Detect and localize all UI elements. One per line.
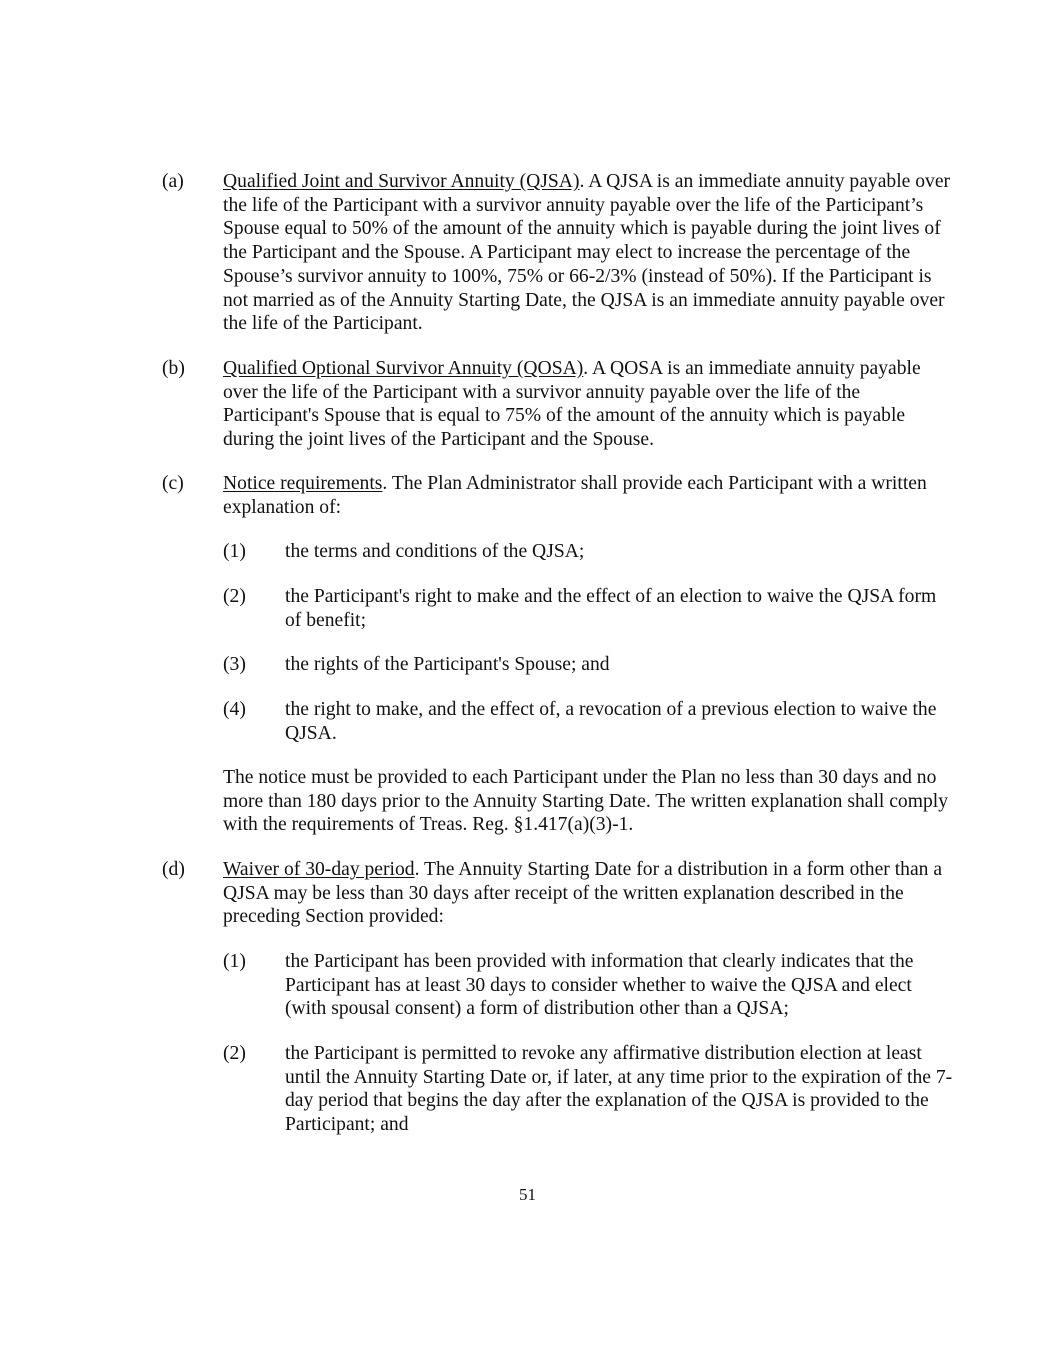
section-b-text: . A QOSA is an immediate annuity payable over the life of the Participant with a survivor annuity payable over the life of the Participant's Spouse that is equal to 75% of the amount of the annuity which is payable during the joint lives of the Participant and the Spouse. [223,358,921,451]
section-d-heading: Waiver of 30-day period [223,859,415,880]
section-d-label: (d) [162,859,185,880]
section-d-item-1-text: the Participant has been provided with information that clearly indicates that the Participant has at least 30 days to consider whether to waive the QJSA and elect (with spousal consent) a form of distribution other than a QJSA; [285,951,914,1020]
section-d-body [223,858,958,929]
section-c-item-4-label: (4) [223,699,246,720]
page-number: 51 [519,1185,536,1204]
section-a-text: . A QJSA is an immediate annuity payable over the life of the Participant with a survivor annuity payable over the life of the Participant’s Spouse equal to 50% of the amount of the annuity which is payable during the joint lives of the Participant and the Spouse. A Participant may elect to increase the percentage of the Spouse’s survivor annuity to 100%, 75% or 66-2/3% (instead of 50%). If the Participant is not married as of the Annuity Starting Date, the QJSA is an immediate annuity payable over the life of the Participant. [223,171,951,335]
section-b-heading: Qualified Optional Survivor Annuity (QOSA) [223,358,584,379]
section-d-item-1-label: (1) [223,951,246,972]
section-c-body [223,472,958,519]
section-c-text: . The Plan Administrator shall provide each Participant with a written explanation of: [223,473,927,518]
section-c-item-2-label: (2) [223,586,246,607]
section-d-text: . The Annuity Starting Date for a distribution in a form other than a QJSA may be less than 30 days after receipt of the written explanation described in the preceding Section provided: [223,859,943,928]
section-c-item-1-label: (1) [223,541,246,562]
section-a-body [223,170,958,336]
section-d-item-2-text: the Participant is permitted to revoke any affirmative distribution election at least until the Annuity Starting Date or, if later, at any time prior to the expiration of the 7-day period that begins the day after the explanation of the QJSA is provided to the Participant; and [285,1043,953,1136]
section-b-body [223,357,958,452]
section-c-closing: The notice must be provided to each Participant under the Plan no less than 30 days and no more than 180 days prior to the Annuity Starting Date. The written explanation shall comply with the requirements of Treas. Reg. §1.417(a)(3)-1. [223,767,949,836]
section-b-label: (b) [162,358,185,379]
section-c-item-3-label: (3) [223,654,246,675]
section-c-heading: Notice requirements [223,473,383,494]
section-c-item-1-text: the terms and conditions of the QJSA; [285,541,585,562]
section-c-item-3-text: the rights of the Participant's Spouse; and [285,654,610,675]
section-a-heading: Qualified Joint and Survivor Annuity (QJSA) [223,171,580,192]
section-c-item-2-text: the Participant's right to make and the effect of an election to waive the QJSA form of benefit; [285,586,937,631]
section-c-item-4-text: the right to make, and the effect of, a revocation of a previous election to waive the QJSA. [285,699,937,744]
section-d-item-2-label: (2) [223,1043,246,1064]
section-a-label: (a) [162,171,184,192]
section-c-label: (c) [162,473,184,494]
